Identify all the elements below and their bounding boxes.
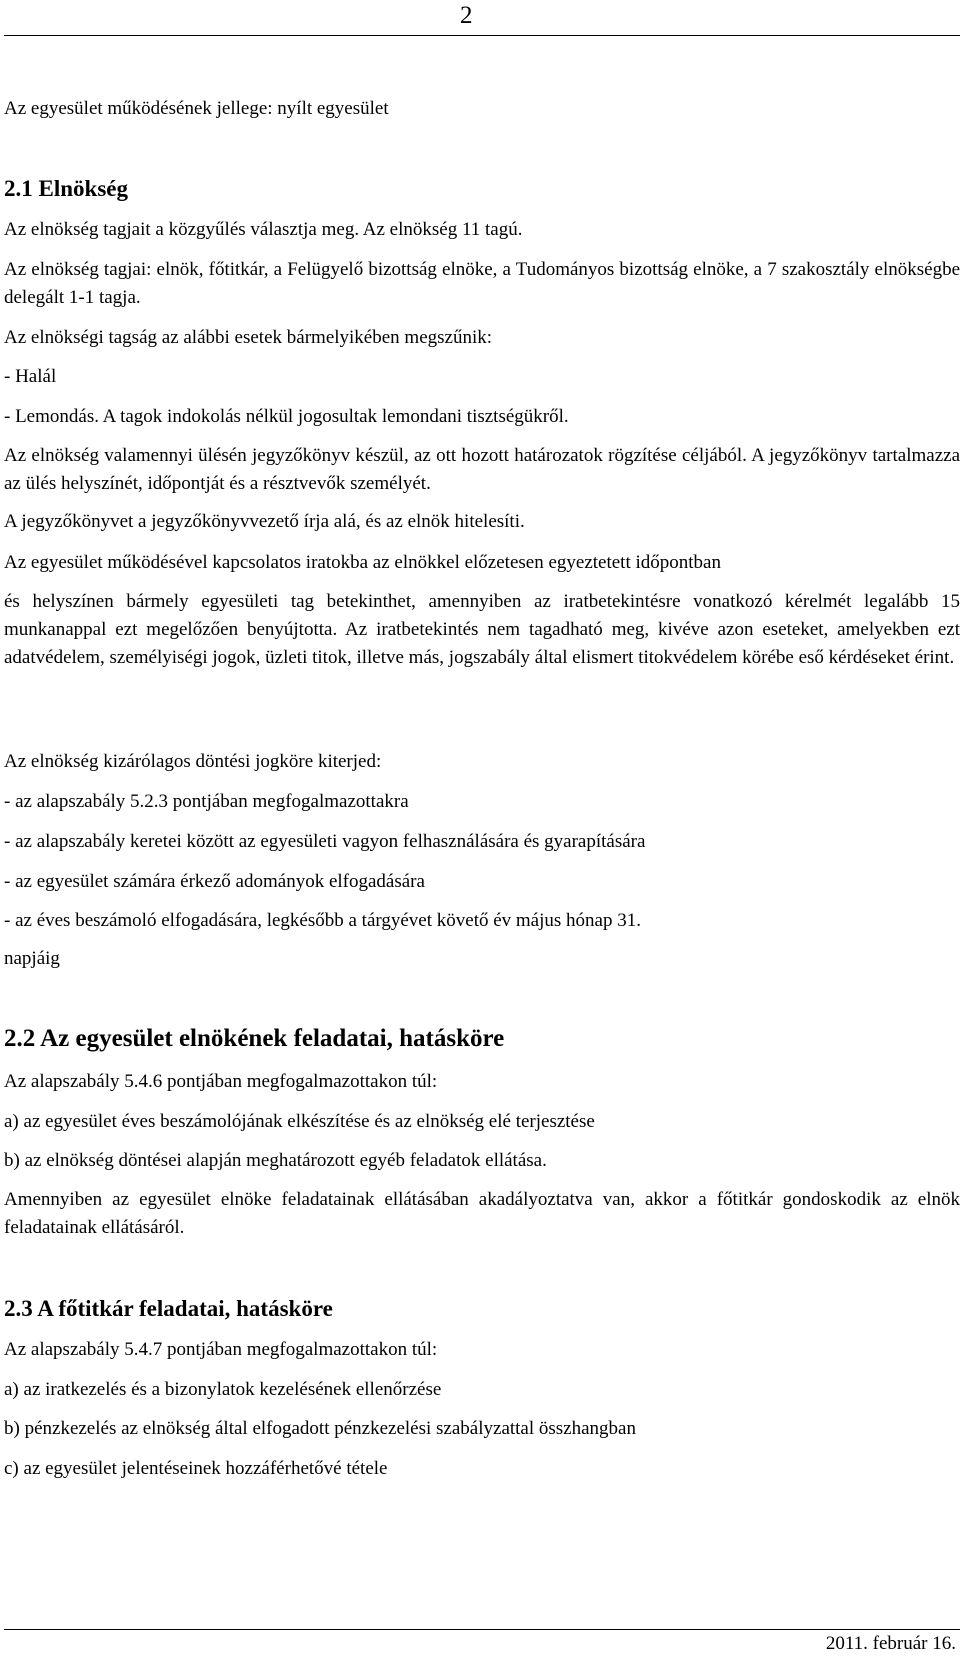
paragraph: Az elnökség tagjai: elnök, főtitkár, a Felügyelő bizottság elnöke, a Tudományos bizottság elnöke, a 7 szakosztály elnökségbe delegált 1-1 tagja. — [4, 259, 960, 308]
list-item: napjáig — [4, 948, 60, 969]
footer-divider — [4, 1629, 960, 1630]
paragraph: Az alapszabály 5.4.7 pontjában megfogalmazottakon túl: — [4, 1339, 438, 1360]
list-item: - az egyesület számára érkező adományok elfogadására — [4, 871, 425, 892]
page-number: 2 — [460, 2, 473, 29]
paragraph: és helyszínen bármely egyesületi tag betekinthet, amennyiben az iratbetekintésre vonatkozó kérelmét legalább 15 munkanappal ezt megelőzően benyújtotta. Az iratbetekintés nem tagadható meg, kivéve azon eseteket, amelyekben ezt adatvédelem, személyiségi jogok, üzleti titok, illetve más, jogszabály által elismert titokvédelem körébe eső kérdéseket érint. — [4, 591, 960, 668]
list-item: - Halál — [4, 366, 57, 387]
header-divider — [4, 35, 960, 36]
paragraph: Az alapszabály 5.4.6 pontjában megfogalmazottakon túl: — [4, 1071, 438, 1092]
paragraph: Az egyesület működésével kapcsolatos iratokba az elnökkel előzetesen egyeztetett időpontban — [4, 552, 721, 573]
list-item: c) az egyesület jelentéseinek hozzáférhetővé tétele — [4, 1458, 388, 1479]
list-item: - az alapszabály 5.2.3 pontjában megfogalmazottakra — [4, 791, 409, 812]
paragraph: Az elnökség tagjait a közgyűlés választja meg. Az elnökség 11 tagú. — [4, 219, 523, 240]
section-2-1-title: 2.1 Elnökség — [4, 176, 128, 201]
paragraph: A jegyzőkönyvet a jegyzőkönyvvezető írja alá, és az elnök hitelesíti. — [4, 511, 525, 532]
section-2-3-title: 2.3 A főtitkár feladatai, hatásköre — [4, 1296, 333, 1321]
paragraph: Amennyiben az egyesület elnöke feladatainak ellátásában akadályoztatva van, akkor a főtitkár gondoskodik az elnök feladatainak ellátásáról. — [4, 1189, 960, 1238]
intro-line: Az egyesület működésének jellege: nyílt egyesület — [4, 98, 389, 119]
paragraph: Az elnökség valamennyi ülésén jegyzőkönyv készül, az ott hozott határozatok rögzítése céljából. A jegyzőkönyv tartalmazza az ülés helyszínét, időpontját és a résztvevők személyét. — [4, 445, 960, 494]
list-item: a) az egyesület éves beszámolójának elkészítése és az elnökség elé terjesztése — [4, 1111, 595, 1132]
section-2-2-title: 2.2 Az egyesület elnökének feladatai, hatásköre — [4, 1025, 505, 1052]
footer-date: 2011. február 16. — [825, 1633, 956, 1654]
list-item: - az éves beszámoló elfogadására, legkésőbb a tárgyévet követő év május hónap 31. — [4, 910, 641, 931]
list-item: b) az elnökség döntései alapján meghatározott egyéb feladatok ellátása. — [4, 1150, 547, 1171]
list-item: b) pénzkezelés az elnökség által elfogadott pénzkezelési szabályzattal összhangban — [4, 1418, 636, 1439]
paragraph: Az elnökség kizárólagos döntési jogköre kiterjed: — [4, 751, 382, 772]
list-item: a) az iratkezelés és a bizonylatok kezelésének ellenőrzése — [4, 1379, 442, 1400]
list-item: - Lemondás. A tagok indokolás nélkül jogosultak lemondani tisztségükről. — [4, 406, 569, 427]
list-item: - az alapszabály keretei között az egyesületi vagyon felhasználására és gyarapítására — [4, 831, 646, 852]
paragraph: Az elnökségi tagság az alábbi esetek bármelyikében megszűnik: — [4, 327, 493, 348]
